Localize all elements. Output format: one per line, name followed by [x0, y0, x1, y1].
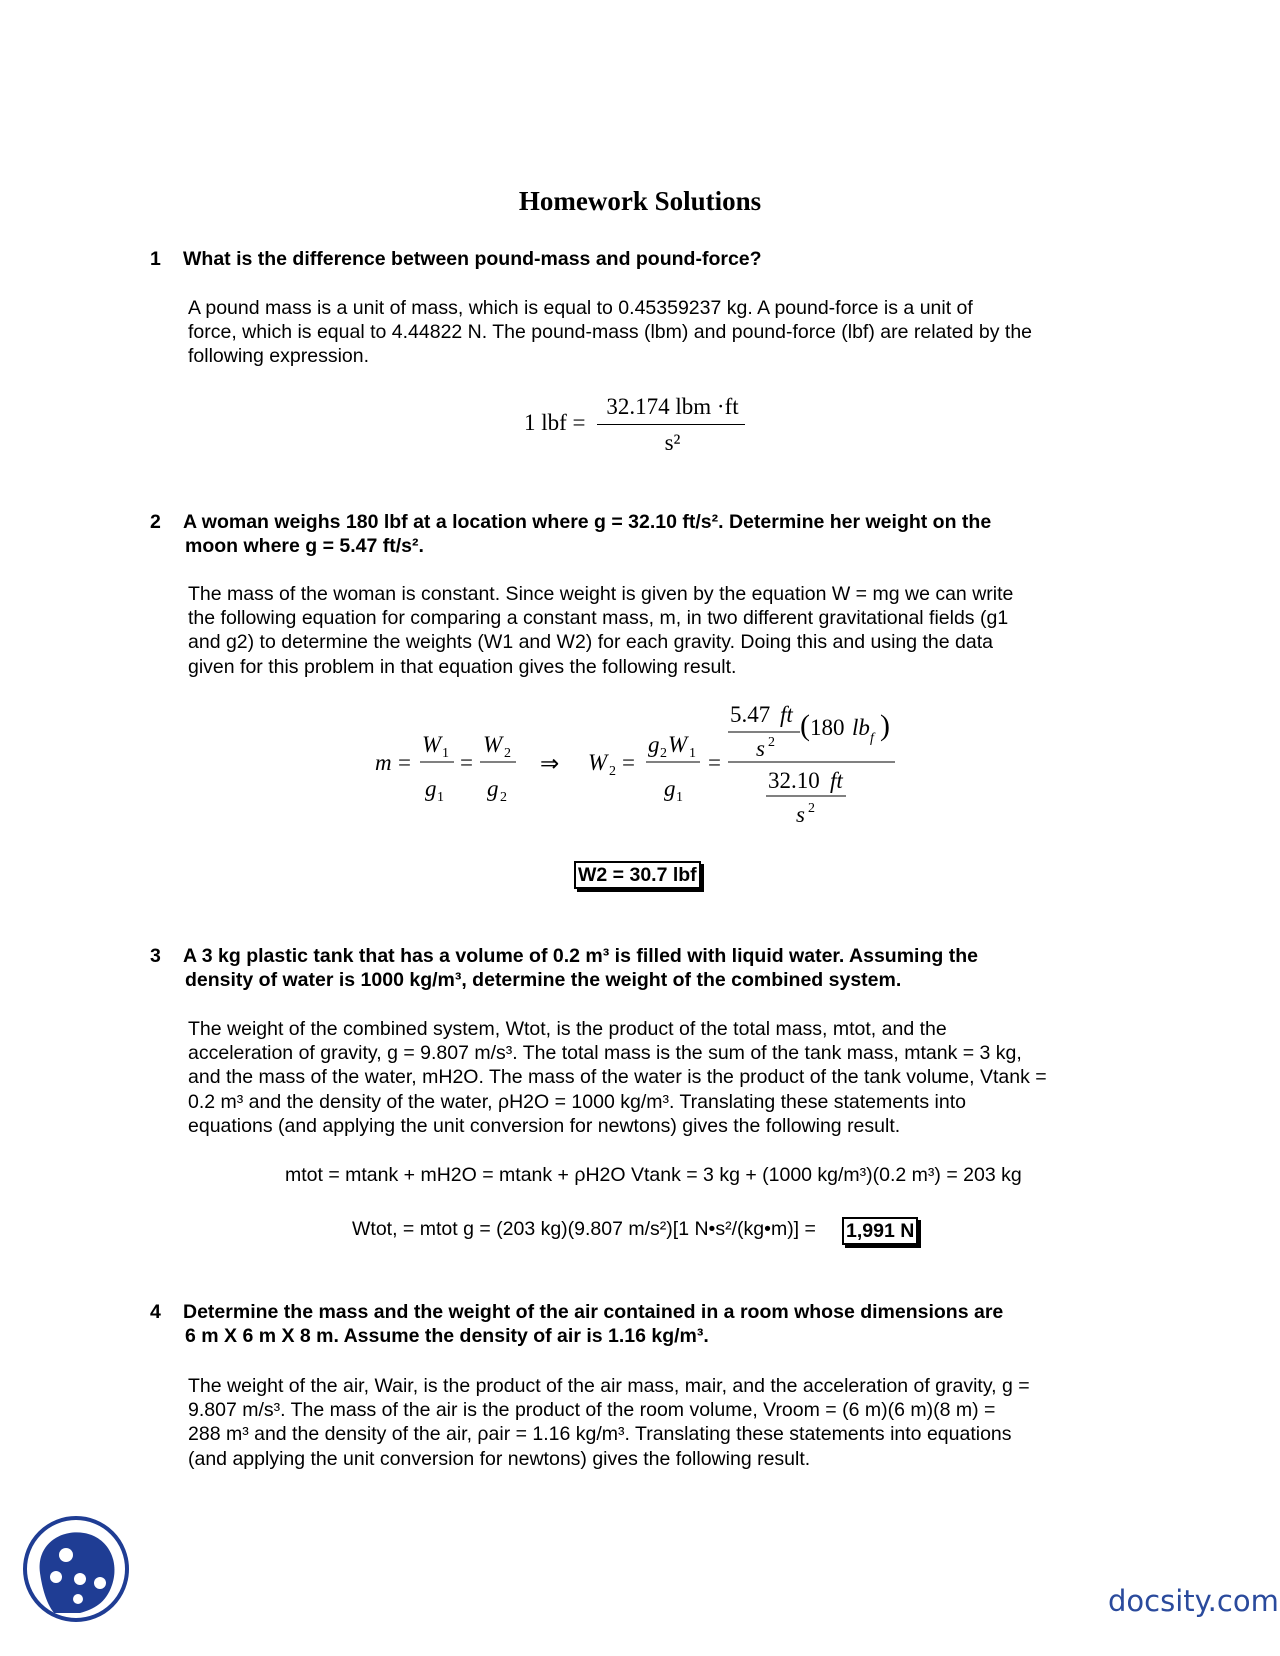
question-text: 6 m X 6 m X 8 m. Assume the density of air is 1.16 kg/m³. — [185, 1325, 709, 1347]
svg-text:ft: ft — [780, 702, 793, 727]
svg-text:ft: ft — [830, 768, 843, 793]
svg-text:g: g — [425, 776, 437, 801]
svg-text:5.47: 5.47 — [730, 702, 771, 727]
svg-text:=: = — [460, 750, 473, 775]
svg-text:=: = — [622, 750, 635, 775]
answer-2-paragraph — [188, 582, 1013, 679]
svg-text:2: 2 — [500, 790, 507, 805]
paragraph-line: following expression. — [188, 345, 370, 368]
paragraph-line: (and applying the unit conversion for newtons) gives the following result. — [188, 1447, 811, 1470]
answer-1-paragraph — [188, 296, 1032, 369]
svg-text:lb: lb — [852, 715, 870, 740]
svg-text:W: W — [422, 732, 442, 757]
mass-calculation: mtot = mtank + mH2O = mtank + ρH2O Vtank = 3 kg + (1000 kg/m³)(0.2 m³) = 203 kg — [285, 1164, 1022, 1186]
svg-text:32.10: 32.10 — [768, 768, 820, 793]
weight-equation — [370, 700, 910, 840]
answer-4-paragraph — [188, 1374, 1030, 1471]
question-text: Determine the mass and the weight of the air contained in a room whose dimensions are — [183, 1301, 1004, 1323]
paragraph-line: acceleration of gravity, g = 9.807 m/s³. The total mass is the sum of the tank mass, mtank = 3 kg, — [188, 1042, 1022, 1065]
docsity-brand-link[interactable]: docsity.com — [1108, 1584, 1279, 1618]
svg-text:(: ( — [800, 709, 810, 742]
question-number: 1 — [150, 248, 161, 270]
answer-3-box: 1,991 N — [842, 1217, 918, 1245]
question-number: 3 — [150, 945, 161, 967]
question-number: 2 — [150, 511, 161, 533]
svg-text:): ) — [880, 709, 890, 742]
svg-text:g: g — [648, 732, 660, 757]
svg-text:1: 1 — [676, 790, 683, 805]
paragraph-line: A pound mass is a unit of mass, which is equal to 0.45359237 kg. A pound-force is a unit of — [188, 297, 973, 319]
svg-text:=: = — [708, 750, 721, 775]
paragraph-line: 288 m³ and the density of the air, ρair = 1.16 kg/m³. Translating these statements into equations — [188, 1423, 1012, 1446]
paragraph-line: force, which is equal to 4.44822 N. The pound-mass (lbm) and pound-force (lbf) are related by the — [188, 321, 1033, 344]
svg-text:W: W — [668, 732, 688, 757]
paragraph-line: and the mass of the water, mH2O. The mass of the water is the product of the tank volume, Vtank = — [188, 1066, 1047, 1089]
paragraph-line: The weight of the combined system, Wtot, is the product of the total mass, mtot, and the — [188, 1018, 947, 1040]
equation-denominator: s² — [664, 430, 681, 455]
paragraph-line: and g2) to determine the weights (W1 and W2) for each gravity. Doing this and using the data — [188, 631, 993, 654]
svg-text:2: 2 — [609, 764, 616, 779]
answer-3-paragraph — [188, 1017, 1047, 1138]
question-text: moon where g = 5.47 ft/s². — [185, 535, 424, 557]
paragraph-line: equations (and applying the unit conversion for newtons) gives the following result. — [188, 1114, 901, 1137]
svg-text:2: 2 — [504, 746, 511, 761]
paragraph-line: the following equation for comparing a constant mass, m, in two different gravitational fields (g1 — [188, 607, 1009, 630]
question-4 — [150, 1300, 1250, 1350]
fraction-bar — [597, 424, 745, 425]
paragraph-line: The weight of the air, Wair, is the product of the air mass, mair, and the acceleration of gravity, g = — [188, 1375, 1030, 1397]
docsity-logo-icon[interactable] — [22, 1515, 130, 1623]
svg-text:f: f — [870, 731, 874, 746]
svg-text:W: W — [588, 750, 608, 775]
svg-text:=: = — [398, 750, 411, 775]
svg-text:1: 1 — [689, 746, 696, 761]
weight-calculation: Wtot, = mtot g = (203 kg)(9.807 m/s²)[1 N•s²/(kg•m)] = — [352, 1218, 816, 1240]
question-text: A 3 kg plastic tank that has a volume of 0.2 m³ is filled with liquid water. Assuming the — [183, 945, 978, 967]
svg-text:1: 1 — [437, 790, 444, 805]
svg-text:2: 2 — [660, 746, 667, 761]
paragraph-line: 0.2 m³ and the density of the water, ρH2O = 1000 kg/m³. Translating these statements into — [188, 1090, 966, 1113]
question-3 — [150, 944, 1250, 994]
question-1 — [150, 247, 1150, 273]
paragraph-line: The mass of the woman is constant. Since weight is given by the equation W = mg we can write — [188, 583, 1014, 605]
svg-text:m: m — [375, 750, 392, 775]
equation-lhs: 1 lbf = — [524, 410, 586, 435]
svg-text:1: 1 — [442, 746, 449, 761]
question-2 — [150, 510, 1250, 560]
svg-text:2: 2 — [808, 801, 815, 816]
paragraph-line: given for this problem in that equation gives the following result. — [188, 655, 737, 678]
equation-numerator: 32.174 lbm ·ft — [606, 394, 739, 419]
question-number: 4 — [150, 1301, 161, 1323]
answer-2-box: W2 = 30.7 lbf — [574, 861, 701, 889]
svg-text:⇒: ⇒ — [540, 751, 560, 776]
svg-text:W: W — [483, 732, 503, 757]
svg-text:g: g — [487, 776, 499, 801]
svg-text:s: s — [796, 802, 805, 827]
svg-text:180: 180 — [810, 715, 845, 740]
paragraph-line: 9.807 m/s³. The mass of the air is the product of the room volume, Vroom = (6 m)(6 m)(8 m) = — [188, 1399, 996, 1422]
question-text: A woman weighs 180 lbf at a location where g = 32.10 ft/s². Determine her weight on the — [183, 511, 992, 533]
page-title: Homework Solutions — [518, 186, 762, 216]
svg-text:g: g — [664, 776, 676, 801]
svg-text:2: 2 — [768, 735, 775, 750]
question-text: What is the difference between pound-mass and pound-force? — [183, 248, 762, 270]
question-text: density of water is 1000 kg/m³, determine the weight of the combined system. — [185, 969, 902, 991]
svg-text:s: s — [756, 736, 765, 761]
